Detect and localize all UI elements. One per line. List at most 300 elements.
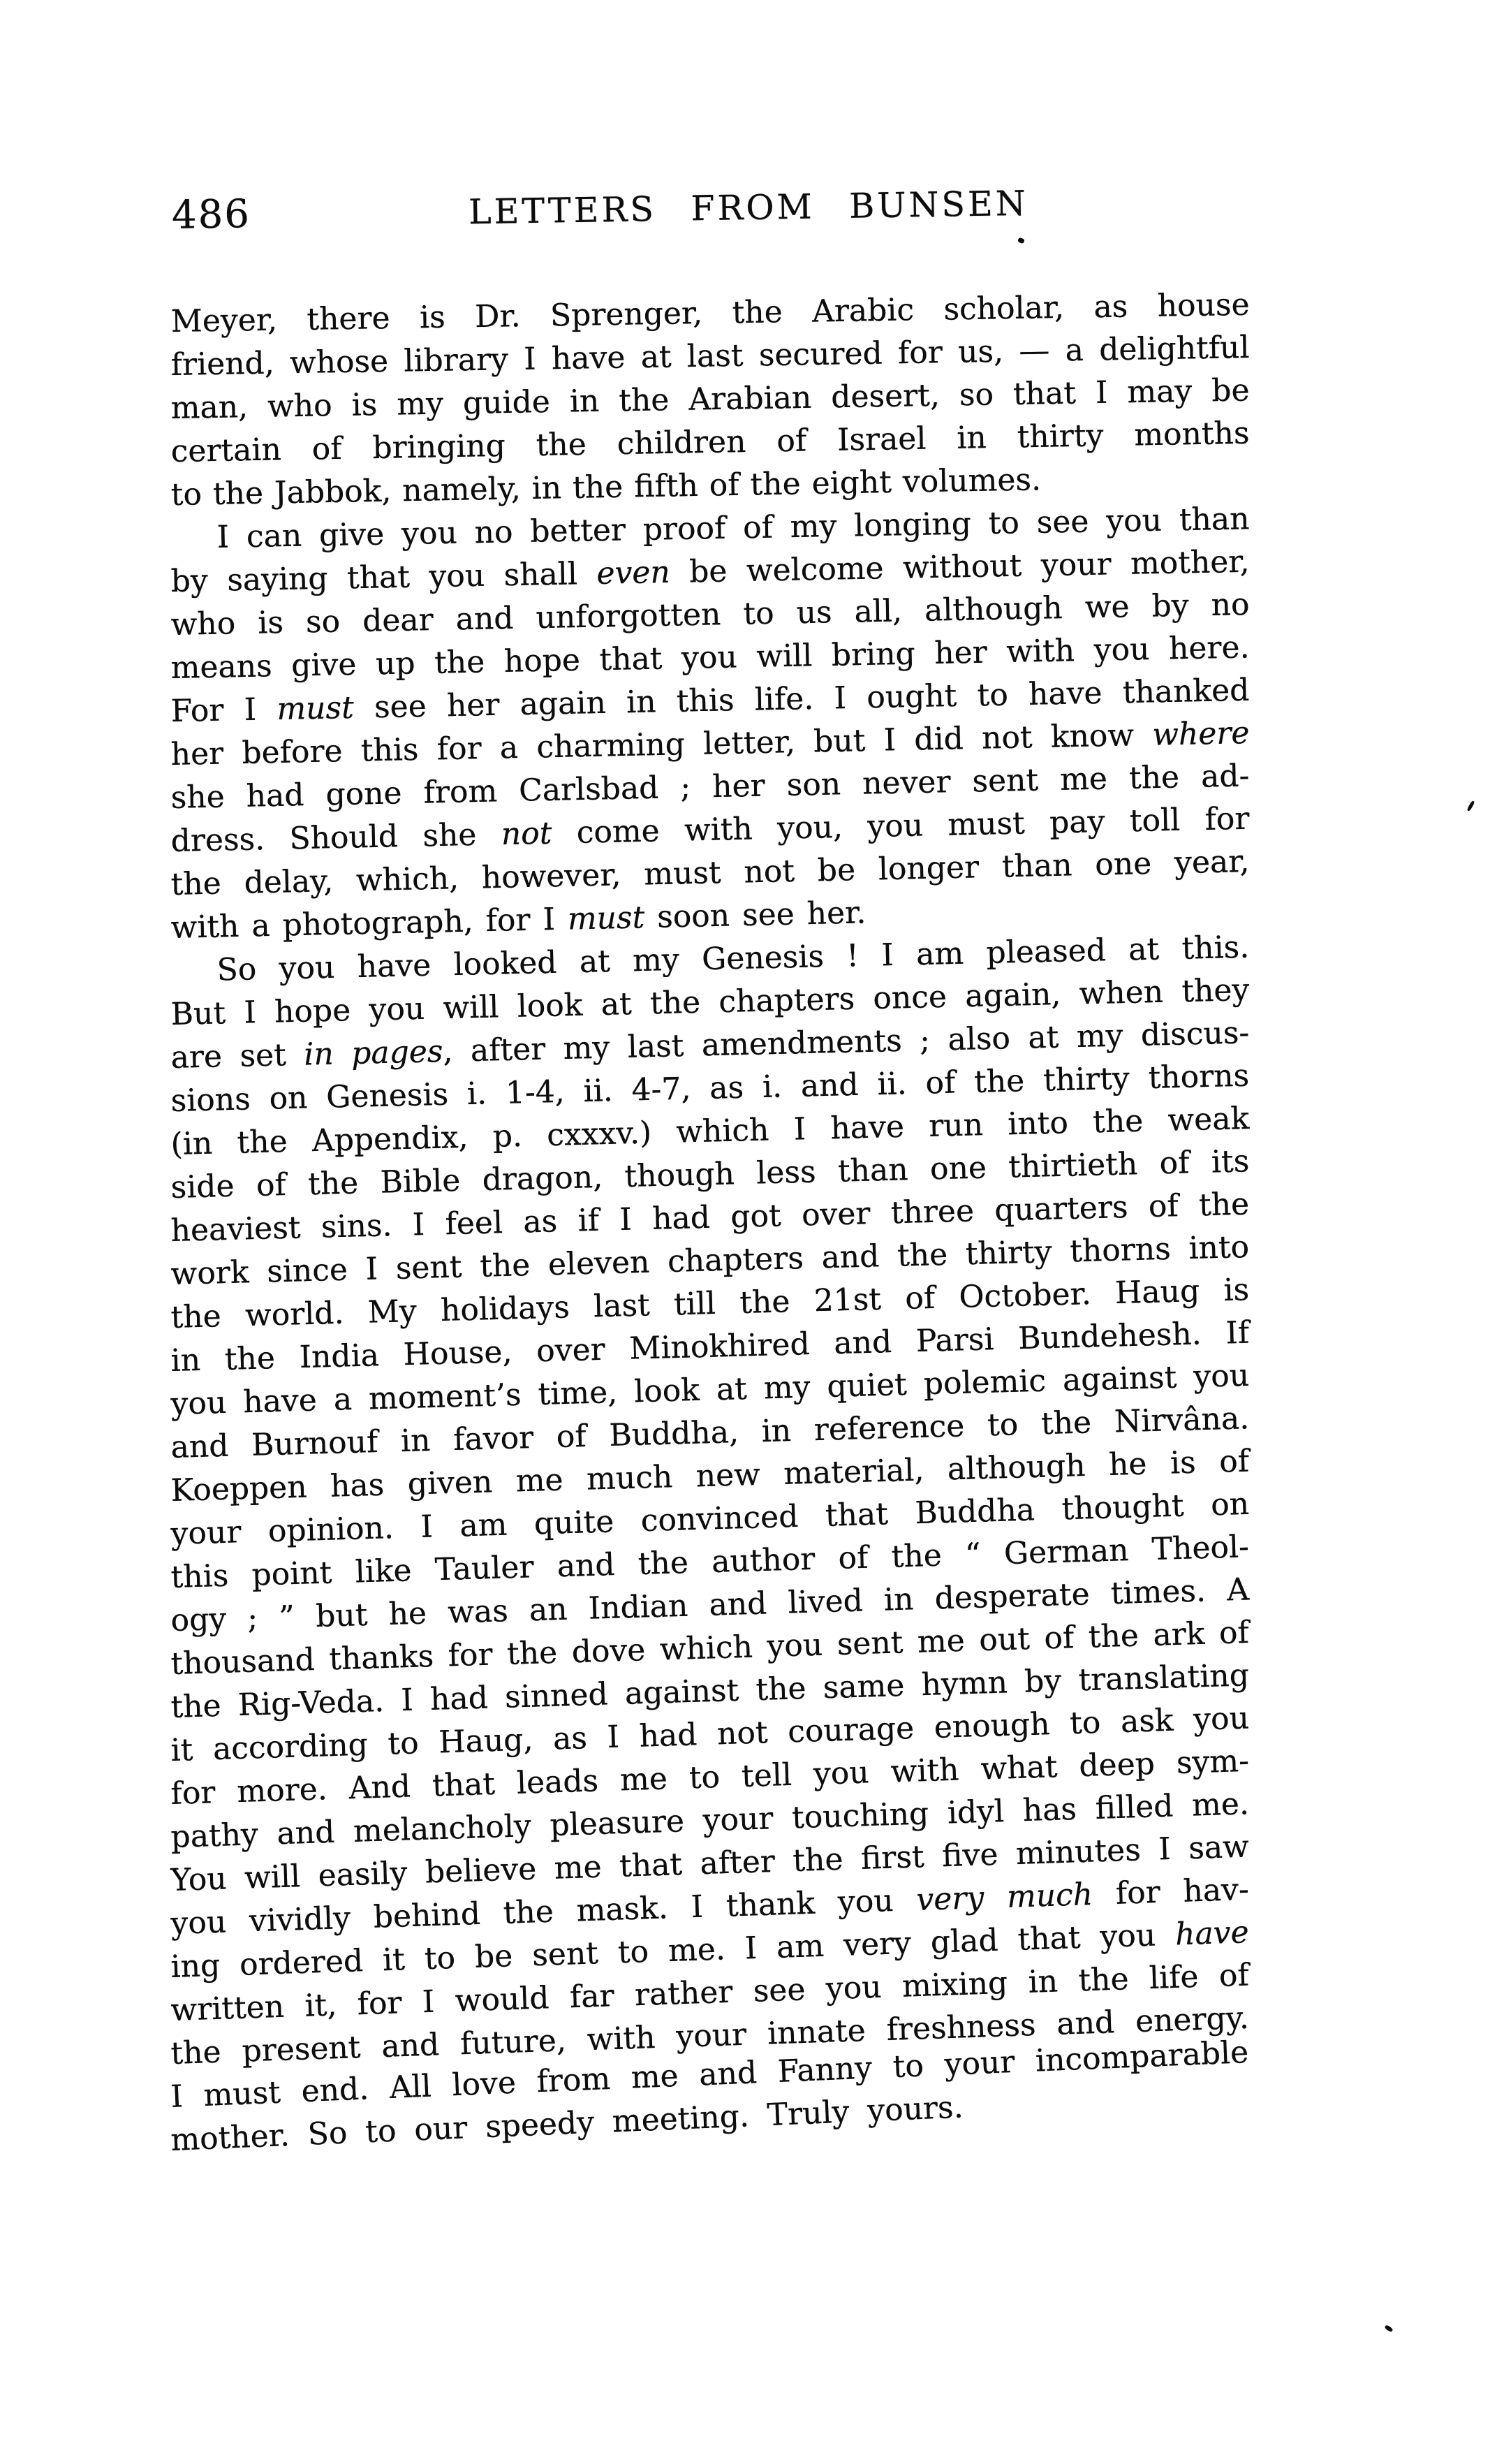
word: me <box>917 1622 966 1660</box>
word: again, <box>964 976 1061 1015</box>
word: although <box>924 590 1063 629</box>
word: us, <box>957 333 1004 370</box>
word: 1-4, <box>505 1073 566 1111</box>
word: will <box>442 989 499 1027</box>
word: ii. <box>582 1073 614 1110</box>
word: of <box>556 1418 587 1455</box>
word: author <box>711 1541 816 1581</box>
word: at <box>579 944 611 980</box>
word: to <box>170 476 202 513</box>
word: you <box>1099 1917 1156 1956</box>
word: your <box>170 1514 242 1552</box>
word: same <box>823 1667 906 1706</box>
word: me <box>1059 761 1108 798</box>
word: man, <box>170 389 249 426</box>
word: Jabbok, <box>274 473 392 511</box>
word: when <box>1079 974 1164 1012</box>
word: this <box>676 682 735 719</box>
word: ; <box>679 769 691 806</box>
word: of <box>904 1279 936 1317</box>
word: the <box>755 1671 807 1708</box>
scan-speck <box>1384 2324 1393 2333</box>
word: translating <box>1077 1657 1250 1699</box>
word: pay <box>1049 803 1105 841</box>
word: first <box>860 1839 925 1877</box>
word: is <box>419 299 446 336</box>
word: be <box>817 852 856 889</box>
word: got <box>730 1198 782 1235</box>
word: I <box>793 1111 806 1147</box>
word: in <box>761 1412 792 1450</box>
word: dear <box>362 601 434 639</box>
word: Meyer, <box>170 302 278 339</box>
word: thirty <box>965 1234 1053 1273</box>
word: Burnouf <box>251 1423 378 1463</box>
word: the <box>618 382 670 419</box>
word: Carlsbad <box>518 770 659 809</box>
word: the <box>479 1247 531 1284</box>
word: thirty <box>1017 418 1104 455</box>
word: may <box>1127 373 1193 411</box>
word: weak <box>1167 1100 1250 1138</box>
word: no <box>474 514 513 551</box>
word: even <box>596 554 671 592</box>
word: October. <box>958 1276 1092 1315</box>
word: easily <box>317 1855 408 1894</box>
word: toll <box>1129 802 1181 839</box>
word: be <box>688 553 728 590</box>
word: less <box>755 1154 817 1191</box>
word: Arabic <box>811 292 915 330</box>
word: up <box>375 645 416 682</box>
word: look <box>633 1372 700 1410</box>
word: that <box>1017 1919 1082 1958</box>
word: pathy <box>170 1817 259 1855</box>
word: charming <box>536 726 686 765</box>
word: see <box>752 1972 806 2009</box>
word: over <box>801 1196 871 1233</box>
word: and <box>698 2055 758 2093</box>
word: you <box>368 990 425 1028</box>
word: a <box>499 730 519 766</box>
word: sent <box>531 1935 599 1974</box>
word: give <box>318 516 385 554</box>
word: us <box>796 594 833 631</box>
word: delightful <box>1098 330 1250 368</box>
word: mixing <box>901 1965 1008 2004</box>
word: tell <box>741 1757 792 1795</box>
word: the <box>792 1841 844 1879</box>
word: House, <box>403 1334 513 1373</box>
word: by <box>1024 1663 1062 1700</box>
word: Bundehesh. <box>1017 1316 1202 1357</box>
word: one <box>929 1150 987 1187</box>
word: cxxxv.) <box>546 1115 652 1154</box>
word: they <box>1181 971 1250 1010</box>
word: the <box>739 1284 791 1321</box>
word: fifth <box>633 467 699 505</box>
word: Haug, <box>438 1722 534 1761</box>
word: give <box>290 646 357 684</box>
word: courage <box>787 1710 915 1750</box>
word: the <box>897 1236 948 1274</box>
word: So <box>216 951 257 988</box>
word: desert, <box>830 377 941 416</box>
word: thorns <box>1148 1057 1250 1097</box>
word: have <box>829 1108 905 1147</box>
word: of <box>1218 1957 1250 1994</box>
word: hav- <box>1182 1871 1250 1909</box>
word: though <box>624 1156 735 1195</box>
word: had <box>638 1717 698 1754</box>
word: p. <box>492 1117 523 1154</box>
page-number: 486 <box>171 191 251 238</box>
word: have <box>551 339 626 377</box>
word: of <box>709 467 740 504</box>
word: the <box>170 2034 222 2071</box>
word: is <box>1170 1444 1197 1481</box>
word: look <box>517 987 584 1025</box>
word: son <box>786 766 841 803</box>
word: has <box>330 1467 385 1504</box>
word: written <box>170 1988 285 2028</box>
word: in <box>883 1581 915 1618</box>
word: I <box>606 1719 620 1756</box>
word: I <box>420 1509 434 1546</box>
word: I <box>365 1251 378 1287</box>
word: my <box>763 1369 811 1407</box>
word: set <box>239 1037 287 1074</box>
word: to <box>688 1759 721 1796</box>
word: Parsi <box>915 1321 995 1360</box>
word: rather <box>634 1974 734 2014</box>
word: to <box>742 595 775 632</box>
word: Israel <box>836 420 927 458</box>
word: friend, <box>170 345 275 383</box>
word: material, <box>783 1452 925 1492</box>
word: proof <box>642 510 726 548</box>
word: you <box>401 515 458 552</box>
word: have <box>242 1382 318 1421</box>
word: to <box>892 2048 924 2085</box>
word: eleven <box>547 1244 651 1283</box>
word: ordered <box>239 1943 364 1983</box>
word: to <box>988 505 1020 542</box>
word: believe <box>425 1851 538 1891</box>
word: run <box>928 1107 984 1144</box>
word: innate <box>767 2013 867 2052</box>
word: must <box>947 805 1026 843</box>
word: that <box>1012 375 1077 412</box>
word: volumes. <box>902 462 1042 500</box>
word: “ <box>964 1537 982 1573</box>
word: life. <box>754 680 814 718</box>
word: by <box>170 563 209 599</box>
word: the <box>1092 1103 1144 1141</box>
word: hope <box>274 992 351 1030</box>
word: — <box>1018 332 1050 369</box>
word: from <box>423 773 498 811</box>
word: of <box>256 1166 287 1204</box>
word: once <box>872 978 947 1017</box>
word: you <box>825 1969 883 2007</box>
word: the <box>1128 759 1180 796</box>
word: sent <box>836 1625 904 1663</box>
word: Truly <box>766 2094 850 2134</box>
word: I <box>523 341 537 377</box>
word: chapters <box>667 1240 804 1279</box>
word: world. <box>244 1295 345 1334</box>
word: you <box>681 639 738 676</box>
page-header <box>0 173 1497 246</box>
word: Buddha, <box>608 1414 739 1454</box>
word: ask <box>1120 1702 1174 1740</box>
word: I <box>244 691 257 728</box>
word: I <box>744 1930 758 1967</box>
word: the <box>1077 1961 1130 1999</box>
word: favor <box>452 1419 534 1458</box>
word: dragon, <box>482 1159 603 1198</box>
word: certain <box>170 432 282 469</box>
word: not <box>743 853 795 890</box>
word: ! <box>846 938 860 974</box>
word: her <box>934 634 988 672</box>
word: leads <box>516 1763 599 1801</box>
word: amendments <box>701 1022 903 1064</box>
word: mask. <box>575 1890 669 1929</box>
letter-text <box>170 286 1250 2162</box>
word: to <box>1069 1704 1102 1742</box>
word: I <box>690 1889 704 1926</box>
word: lived <box>787 1583 864 1621</box>
word: the <box>307 1165 359 1203</box>
word: my <box>1076 1018 1124 1055</box>
word: chapters <box>718 981 855 1020</box>
word: love <box>451 2065 517 2104</box>
word: of <box>1218 1443 1250 1480</box>
word: touching <box>791 1796 929 1836</box>
word: must <box>643 855 722 893</box>
word: Buddha <box>914 1492 1035 1532</box>
word: time, <box>537 1374 618 1412</box>
word: 21st <box>813 1281 882 1319</box>
word: the <box>973 1063 1025 1100</box>
word: is <box>257 604 284 641</box>
word: Should <box>288 819 399 857</box>
word: your <box>675 2016 747 2055</box>
word: has <box>1022 1791 1077 1829</box>
word: I <box>619 1201 633 1238</box>
word: again <box>519 684 607 723</box>
word: she <box>170 779 226 816</box>
word: I <box>400 1682 414 1719</box>
word: and <box>1056 2004 1115 2042</box>
word: the <box>750 466 802 503</box>
word: with <box>890 1752 960 1790</box>
word: be <box>1211 372 1250 409</box>
word: discus- <box>1140 1015 1250 1053</box>
word: be <box>474 1938 514 1975</box>
word: namely, <box>401 471 522 509</box>
word: with <box>684 811 753 849</box>
word: better <box>529 512 626 550</box>
word: work <box>170 1254 250 1292</box>
word: the <box>1198 1186 1250 1224</box>
word: reference <box>813 1408 966 1449</box>
word: at <box>640 339 672 376</box>
word: like <box>354 1553 413 1590</box>
word: last <box>627 1028 684 1065</box>
word: i. <box>762 1069 783 1106</box>
word: point <box>251 1555 333 1593</box>
word: also <box>947 1020 1011 1058</box>
scan-speck <box>1017 237 1025 244</box>
word: the <box>170 1298 222 1335</box>
word: Arabian <box>688 379 812 418</box>
word: soon <box>656 897 730 935</box>
word: looked <box>453 944 558 983</box>
word: if <box>577 1202 600 1239</box>
word: by <box>1151 587 1190 624</box>
word: I <box>1095 374 1108 411</box>
word: speedy <box>485 2104 596 2146</box>
word: after <box>699 1843 776 1882</box>
word: the <box>434 644 485 681</box>
word: freshness <box>885 2007 1037 2048</box>
word: in <box>170 1342 201 1379</box>
word: I <box>243 995 257 1031</box>
word: her <box>170 735 224 772</box>
word: must <box>276 689 355 728</box>
word: Genesis <box>701 939 825 978</box>
word: polemic <box>923 1363 1047 1402</box>
word: here. <box>1168 629 1250 667</box>
word: ad- <box>1200 758 1250 795</box>
word: my <box>632 941 680 979</box>
word: hymn <box>920 1664 1008 1703</box>
word: into <box>1188 1229 1250 1267</box>
word: more. <box>236 1771 328 1810</box>
word: and <box>833 1323 892 1362</box>
word: you <box>813 1754 870 1792</box>
word: five <box>941 1836 999 1875</box>
word: much <box>586 1459 673 1497</box>
word: the <box>506 1634 558 1672</box>
word: whose <box>289 343 389 381</box>
word: ark <box>1152 1615 1206 1653</box>
word: I <box>1158 1831 1172 1868</box>
word: for <box>436 731 482 768</box>
word: I <box>542 902 556 938</box>
word: of <box>1148 1188 1179 1225</box>
word: is <box>351 387 378 423</box>
word: not <box>501 815 552 853</box>
word: A <box>1226 1571 1250 1608</box>
word: he <box>388 1595 427 1633</box>
word: one <box>1094 845 1152 883</box>
word: that <box>825 1496 889 1534</box>
word: although <box>947 1447 1086 1488</box>
word: sions <box>170 1081 251 1119</box>
word: you <box>837 1883 894 1921</box>
word: you <box>170 1384 227 1422</box>
word: glad <box>930 1922 999 1960</box>
word: in <box>1027 1963 1059 2000</box>
word: of <box>1043 1620 1075 1657</box>
word: I <box>834 680 847 717</box>
word: my <box>790 508 837 545</box>
word: you, <box>776 809 843 846</box>
word: than <box>837 1152 909 1189</box>
word: yours. <box>867 2089 964 2129</box>
word: of <box>924 1064 956 1101</box>
word: thought <box>1061 1488 1185 1527</box>
word: did <box>913 721 964 758</box>
word: our <box>413 2110 469 2148</box>
word: to <box>424 1939 456 1977</box>
word: the <box>1040 1405 1092 1442</box>
word: the <box>170 865 222 902</box>
word: house <box>1157 286 1250 324</box>
word: i. <box>466 1076 487 1112</box>
word: the <box>170 1687 222 1725</box>
word: with <box>586 2020 656 2058</box>
word: the <box>224 1340 276 1377</box>
word: thousand <box>170 1641 316 1682</box>
word: I <box>880 937 894 974</box>
word: Koeppen <box>170 1469 308 1509</box>
word: pleased <box>985 932 1107 971</box>
word: me. <box>1191 1786 1250 1824</box>
word: hope <box>503 642 581 680</box>
word: all, <box>854 593 903 630</box>
word: future, <box>459 2023 567 2062</box>
word: bring <box>831 636 916 673</box>
word: after <box>470 1031 546 1069</box>
word: her. <box>806 895 867 932</box>
word: Indian <box>588 1587 689 1627</box>
word: since <box>266 1252 348 1290</box>
word: idyl <box>947 1794 1005 1831</box>
word: you <box>428 557 485 595</box>
word: new <box>695 1456 761 1495</box>
word: sins. <box>320 1208 393 1245</box>
word: Bible <box>380 1162 461 1201</box>
word: you <box>1105 502 1163 540</box>
word: very <box>843 1925 912 1963</box>
word: end. <box>300 2071 370 2110</box>
word: her <box>711 768 766 805</box>
word: to <box>387 1725 420 1762</box>
word: the <box>236 1124 288 1161</box>
word: to <box>987 1407 1019 1444</box>
word: Haug <box>1114 1273 1200 1312</box>
word: for <box>170 1775 216 1812</box>
word: My <box>367 1293 418 1330</box>
word: the <box>637 1544 689 1583</box>
word: its <box>1211 1143 1250 1180</box>
word: we <box>1084 589 1130 626</box>
word: you <box>170 1904 228 1942</box>
word: bringing <box>372 427 506 467</box>
word: must <box>567 900 645 937</box>
word: holidays <box>440 1289 570 1329</box>
word: and <box>381 2027 440 2065</box>
running-title: LETTERS FROM BUNSEN <box>468 183 1029 233</box>
word: never <box>862 764 951 802</box>
word: and <box>708 1585 768 1623</box>
word: it <box>382 1942 406 1979</box>
